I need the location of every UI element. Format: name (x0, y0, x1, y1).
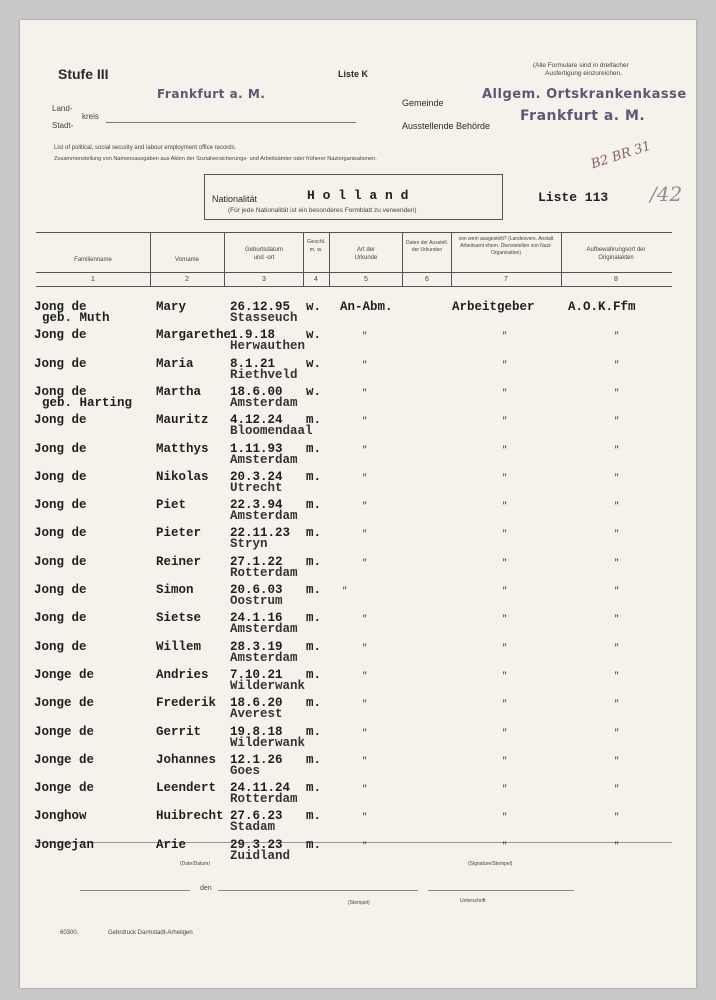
sex: m. (306, 526, 322, 540)
sex: m. (306, 781, 322, 795)
note-line-2: Ausfertigung einzureichen. (545, 70, 622, 77)
table-bottom-line (36, 842, 672, 843)
sex: m. (306, 583, 322, 597)
maiden-name: geb. Muth (42, 311, 110, 325)
sex: m. (306, 442, 322, 456)
gemeinde-stamp: Allgem. Ortskrankenkasse (482, 87, 687, 102)
first-name: Simon (156, 583, 194, 597)
archive-ditto: " (614, 416, 620, 426)
signature-label: (Signature/Stempel) (468, 861, 513, 867)
archive-ditto: " (614, 784, 620, 794)
sex: m. (306, 696, 322, 710)
column-header: Daten der Ausstell. der Urkunden (406, 240, 448, 253)
birth-place: Utrecht (230, 481, 283, 495)
col-divider (303, 232, 304, 286)
archive-ditto: " (614, 558, 620, 568)
archive-ditto: " (614, 614, 620, 624)
sex: w. (306, 328, 322, 342)
surname: Jonge de (34, 753, 95, 767)
birth-date: 1.9.18 (230, 328, 276, 342)
birth-place: Stryn (230, 537, 268, 551)
first-name: Pieter (156, 526, 202, 540)
surname: Jong de (34, 470, 87, 484)
column-number: 8 (614, 276, 618, 283)
first-name: Frederik (156, 696, 217, 710)
surname: Jong de (34, 498, 87, 512)
first-name: Andries (156, 668, 209, 682)
sex: w. (306, 300, 322, 314)
document-type-ditto: " (362, 614, 368, 624)
archive-ditto: " (614, 529, 620, 539)
birth-date: 7.10.21 (230, 668, 283, 682)
birth-date: 24.1.16 (230, 611, 283, 625)
sex: w. (306, 385, 322, 399)
description-de: Zusammenstellung von Namensausgaben aus Akten der Sozialversicherungs- und Arbeitsämter oder früherer Naziorganisationen. (54, 156, 377, 162)
first-name: Nikolas (156, 470, 209, 484)
birth-date: 29.3.23 (230, 838, 283, 852)
maiden-name: geb. Harting (42, 396, 133, 410)
sex: m. (306, 838, 322, 852)
birth-date: 20.6.03 (230, 583, 283, 597)
issuer-ditto: " (502, 416, 508, 426)
column-number: 5 (364, 276, 368, 283)
stempel-label: (Stempel) (348, 900, 370, 906)
birth-date: 19.8.18 (230, 725, 283, 739)
issuer-ditto: " (502, 699, 508, 709)
issuer-ditto: " (502, 784, 508, 794)
nationality-label: Nationalität (212, 194, 258, 204)
birth-place: Bloomendaal (230, 424, 313, 438)
surname: Jonge de (34, 668, 95, 682)
birth-date: 8.1.21 (230, 357, 276, 371)
unterschrift-label: Unterschrift (460, 898, 486, 904)
land-label: Land- (52, 104, 73, 113)
document-type-ditto: " (362, 643, 368, 653)
birth-date: 12.1.26 (230, 753, 283, 767)
issuer-ditto: " (502, 812, 508, 822)
description-en: List of political, social security and labour employment office records. (54, 145, 237, 151)
archive: A.O.K.Ffm (568, 300, 636, 314)
issuer-ditto: " (502, 756, 508, 766)
stadt-label: Stadt- (52, 121, 74, 130)
first-name: Arie (156, 838, 187, 852)
first-name: Johannes (156, 753, 217, 767)
archive-ditto: " (614, 841, 620, 851)
birth-place: Stadam (230, 820, 276, 834)
sex: m. (306, 725, 322, 739)
surname: Jong de (34, 526, 87, 540)
first-name: Reiner (156, 555, 202, 569)
column-number: 7 (504, 276, 508, 283)
archive-ditto: " (614, 388, 620, 398)
birth-place: Zuidland (230, 849, 291, 863)
signature-line-mid (218, 890, 418, 891)
birth-date: 28.3.19 (230, 640, 283, 654)
surname: Jong de (34, 328, 87, 342)
first-name: Leendert (156, 781, 217, 795)
column-number: 3 (262, 276, 266, 283)
printer-label: Gebrdruck Darmstadt-Arheilgen (108, 930, 193, 936)
issuer-ditto: " (502, 558, 508, 568)
behoerde-stamp: Frankfurt a. M. (520, 108, 646, 124)
first-name: Martha (156, 385, 202, 399)
sex: m. (306, 555, 322, 569)
column-number: 2 (185, 276, 189, 283)
den-label: den (200, 885, 212, 892)
archive-ditto: " (614, 699, 620, 709)
birth-place: Rotterdam (230, 792, 298, 806)
signature-line-left (80, 890, 190, 891)
table-top-line (36, 232, 672, 233)
handwritten-number: /42 (650, 182, 683, 206)
signature-line-right (428, 890, 574, 891)
document-type-ditto: " (362, 501, 368, 511)
birth-date: 18.6.00 (230, 385, 283, 399)
kreis-line (106, 122, 356, 123)
archive-ditto: " (614, 756, 620, 766)
surname: Jonge de (34, 781, 95, 795)
document-type-ditto: " (362, 529, 368, 539)
gemeinde-label: Gemeinde (402, 98, 444, 108)
birth-date: 27.6.23 (230, 809, 283, 823)
sex: m. (306, 640, 322, 654)
archive-ditto: " (614, 473, 620, 483)
archive-ditto: " (614, 812, 620, 822)
col-divider (451, 232, 452, 286)
sex: m. (306, 753, 322, 767)
surname: Jong de (34, 611, 87, 625)
birth-place: Amsterdam (230, 622, 298, 636)
print-code: 60300. (60, 930, 79, 936)
surname: Jong de (34, 413, 87, 427)
document-type-ditto: " (362, 841, 368, 851)
nationality-note: (Für jede Nationalität ist ein besonderes Formblatt zu verwenden) (228, 207, 417, 214)
birth-date: 4.12.24 (230, 413, 283, 427)
surname: Jonghow (34, 809, 87, 823)
document-type: An-Abm. (340, 300, 393, 314)
column-header: Aufbewahrungsort der Originalakten (586, 247, 646, 261)
birth-place: Wilderwank (230, 679, 306, 693)
birth-place: Herwauthen (230, 339, 306, 353)
column-header: Art der Urkunde (354, 247, 378, 261)
surname: Jonge de (34, 725, 95, 739)
column-number: 6 (425, 276, 429, 283)
issuer-ditto: " (502, 841, 508, 851)
birth-date: 1.11.93 (230, 442, 283, 456)
first-name: Huibrecht (156, 809, 224, 823)
issuer-ditto: " (502, 360, 508, 370)
column-header: Geburtsdatum und -ort (244, 247, 284, 261)
archive-ditto: " (614, 331, 620, 341)
archive-ditto: " (614, 671, 620, 681)
col-divider (329, 232, 330, 286)
birth-date: 27.1.22 (230, 555, 283, 569)
first-name: Sietse (156, 611, 202, 625)
document-type-ditto: " (362, 388, 368, 398)
birth-date: 22.3.94 (230, 498, 283, 512)
first-name: Matthys (156, 442, 209, 456)
issuer-ditto: " (502, 445, 508, 455)
document-type-ditto: " (362, 756, 368, 766)
column-number: 4 (314, 276, 318, 283)
issuer-ditto: " (502, 331, 508, 341)
archive-ditto: " (614, 445, 620, 455)
surname: Jong de (34, 357, 87, 371)
date-label: (Date/Datum) (180, 861, 211, 867)
table-header-line (36, 272, 672, 273)
issuer-ditto: " (502, 501, 508, 511)
birth-place: Amsterdam (230, 651, 298, 665)
issuer-ditto: " (502, 728, 508, 738)
document-type-ditto: " (362, 812, 368, 822)
city-stamp: Frankfurt a. M. (157, 87, 266, 101)
first-name: Mary (156, 300, 187, 314)
stufe-label: Stufe III (58, 66, 109, 82)
birth-place: Amsterdam (230, 453, 298, 467)
document-type-ditto: " (362, 473, 368, 483)
birth-place: Riethveld (230, 368, 298, 382)
surname: Jong de (34, 640, 87, 654)
surname: Jong de (34, 300, 87, 314)
document-page (20, 20, 696, 988)
liste-k-label: Liste K (338, 69, 369, 79)
document-type-ditto: " (362, 360, 368, 370)
issuer-ditto: " (502, 671, 508, 681)
col-divider (224, 232, 225, 286)
surname: Jonge de (34, 696, 95, 710)
first-name: Gerrit (156, 725, 202, 739)
sex: m. (306, 470, 322, 484)
issuer-ditto: " (502, 388, 508, 398)
sex: m. (306, 668, 322, 682)
col-divider (402, 232, 403, 286)
first-name: Margarethe (156, 328, 232, 342)
note-line-1: (Alle Formulare sind in dreifacher (533, 62, 629, 69)
behoerde-label: Ausstellende Behörde (402, 121, 491, 131)
archive-ditto: " (614, 643, 620, 653)
birth-place: Goes (230, 764, 261, 778)
archive-ditto: " (614, 586, 620, 596)
birth-place: Oostrum (230, 594, 283, 608)
surname: Jong de (34, 583, 87, 597)
first-name: Willem (156, 640, 202, 654)
document-type-ditto: " (362, 331, 368, 341)
list-number: Liste 113 (538, 190, 609, 205)
first-name: Mauritz (156, 413, 209, 427)
birth-date: 18.6.20 (230, 696, 283, 710)
surname: Jongejan (34, 838, 95, 852)
surname: Jong de (34, 442, 87, 456)
surname: Jong de (34, 555, 87, 569)
document-type-ditto: " (362, 416, 368, 426)
birth-place: Wilderwank (230, 736, 306, 750)
document-type-ditto: " (362, 784, 368, 794)
document-type-ditto: " (342, 586, 348, 596)
birth-date: 24.11.24 (230, 781, 291, 795)
archive-ditto: " (614, 501, 620, 511)
document-type-ditto: " (362, 699, 368, 709)
nationality-value: H o l l a n d (307, 188, 409, 203)
issuer-ditto: " (502, 586, 508, 596)
birth-date: 20.3.24 (230, 470, 283, 484)
sex: w. (306, 357, 322, 371)
surname: Jong de (34, 385, 87, 399)
first-name: Maria (156, 357, 194, 371)
birth-place: Amsterdam (230, 396, 298, 410)
issuer-ditto: " (502, 643, 508, 653)
birth-place: Averest (230, 707, 283, 721)
first-name: Piet (156, 498, 187, 512)
sex: m. (306, 611, 322, 625)
birth-place: Stasseuch (230, 311, 298, 325)
column-header: Familienname (74, 257, 112, 263)
birth-date: 26.12.95 (230, 300, 291, 314)
birth-date: 22.11.23 (230, 526, 291, 540)
issuer: Arbeitgeber (452, 300, 535, 314)
issuer-ditto: " (502, 614, 508, 624)
archive-ditto: " (614, 360, 620, 370)
sex: m. (306, 498, 322, 512)
sex: m. (306, 413, 322, 427)
col-divider (561, 232, 562, 286)
sex: m. (306, 809, 322, 823)
kreis-label: kreis (82, 112, 99, 121)
birth-place: Amsterdam (230, 509, 298, 523)
document-type-ditto: " (362, 445, 368, 455)
column-header: Geschl. m. w. (307, 239, 326, 253)
column-number: 1 (91, 276, 95, 283)
column-header: Vorname (174, 257, 199, 263)
birth-place: Rotterdam (230, 566, 298, 580)
document-type-ditto: " (362, 558, 368, 568)
archive-ditto: " (614, 728, 620, 738)
table-num-line (36, 286, 672, 287)
document-type-ditto: " (362, 671, 368, 681)
issuer-ditto: " (502, 529, 508, 539)
column-header: von wem ausgestellt? (Landesvers. Anstalt Arbeitsamt ehem. Dienststellen von Nazi-Organisation) (458, 236, 554, 256)
handwritten-code: B2 BR 31 (589, 138, 653, 173)
document-type-ditto: " (362, 728, 368, 738)
issuer-ditto: " (502, 473, 508, 483)
